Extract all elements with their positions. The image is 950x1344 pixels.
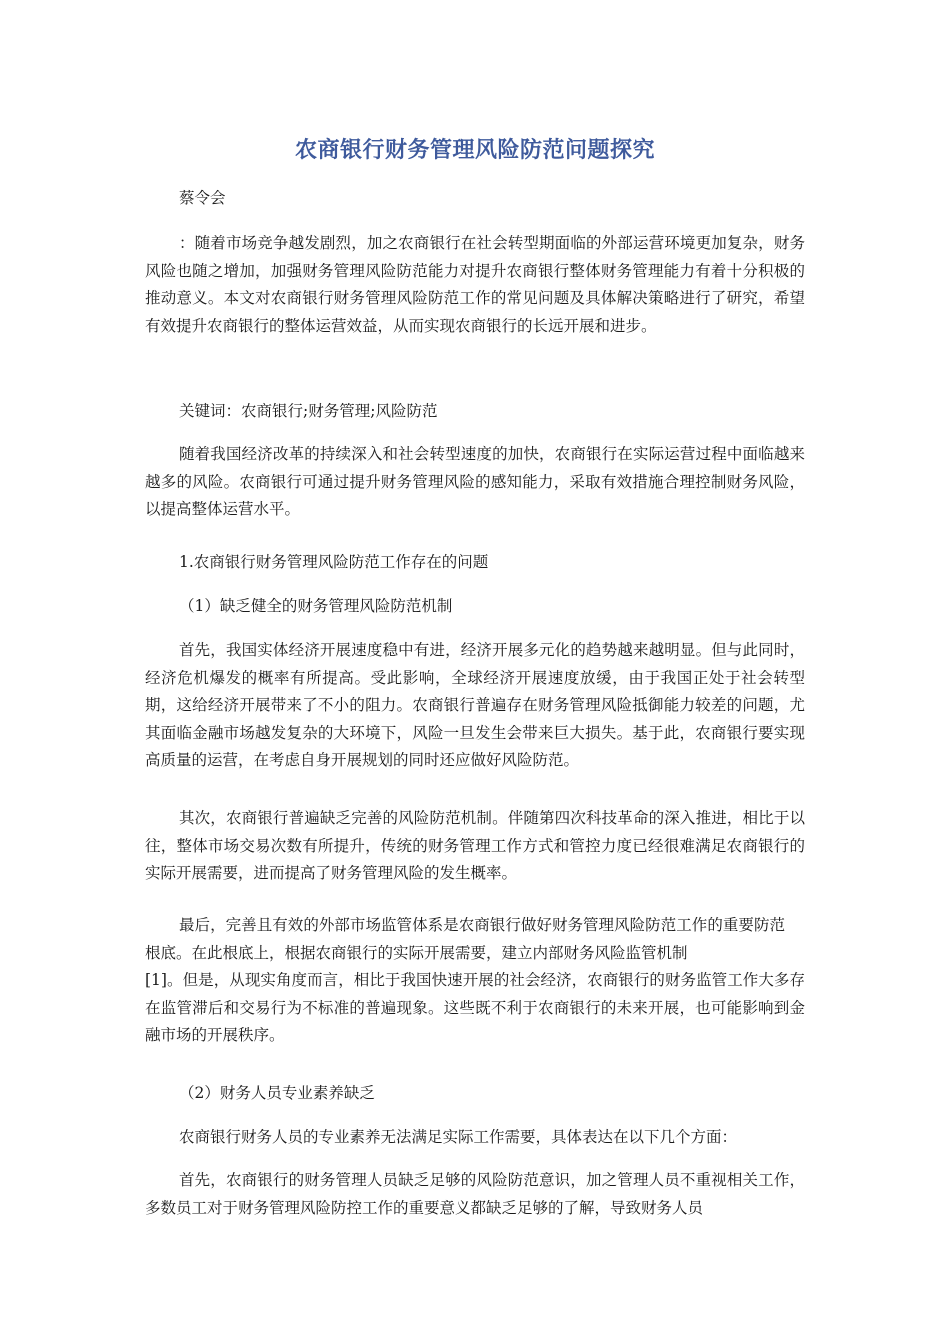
abstract-paragraph: ：随着市场竞争越发剧烈，加之农商银行在社会转型期面临的外部运营环境更加复杂，财务风险也随之增加，加强财务管理风险防范能力对提升农商银行整体财务管理能力有着十分积极的推动意义。本文对农商银行财务管理风险防范工作的常见问题及具体解决策略进行了研究，希望有效提升农商银行的整体运营效益，从而实现农商银行的长远开展和进步。: [145, 234, 805, 335]
subsection-2-heading: （2）财务人员专业素养缺乏: [179, 1084, 375, 1102]
subsection-2-paragraph-1: 首先，农商银行的财务管理人员缺乏足够的风险防范意识，加之管理人员不重视相关工作，多数员工对于财务管理风险防控工作的重要意义都缺乏足够的了解，导致财务人员: [145, 1171, 805, 1217]
document-title: 农商银行财务管理风险防范问题探究: [294, 138, 655, 163]
subsection-1-heading: （1）缺乏健全的财务管理风险防范机制: [179, 597, 453, 615]
section-1-heading: 1.农商银行财务管理风险防范工作存在的问题: [179, 553, 489, 571]
keywords-line: 关键词：农商银行;财务管理;风险防范: [179, 402, 438, 420]
subsection-1-paragraph-2: 其次，农商银行普遍缺乏完善的风险防范机制。伴随第四次科技革命的深入推进，相比于以往，整体市场交易次数有所提升，传统的财务管理工作方式和管控力度已经很难满足农商银行的实际开展需要，进而提高了财务管理风险的发生概率。: [145, 809, 805, 883]
subsection-1-paragraph-1: 首先，我国实体经济开展速度稳中有进，经济开展多元化的趋势越来越明显。但与此同时，经济危机爆发的概率有所提高。受此影响，全球经济开展速度放缓，由于我国正处于社会转型期，这给经济开展带来了不小的阻力。农商银行普遍存在财务管理风险抵御能力较差的问题，尤其面临金融市场越发复杂的大环境下，风险一旦发生会带来巨大损失。基于此，农商银行要实现高质量的运营，在考虑自身开展规划的同时还应做好风险防范。: [145, 641, 805, 770]
author-name: 蔡令会: [179, 189, 226, 207]
subsection-1-paragraph-3-cont: [1]。但是，从现实角度而言，相比于我国快速开展的社会经济，农商银行的财务监管工作大多存在监管滞后和交易行为不标准的普遍现象。这些既不利于农商银行的未来开展，也可能影响到金融市场的开展秩序。: [145, 971, 805, 1045]
subsection-1-paragraph-3: 最后，完善且有效的外部市场监管体系是农商银行做好财务管理风险防范工作的重要防范根底。在此根底上，根据农商银行的实际开展需要，建立内部财务风险监管机制: [145, 916, 785, 962]
subsection-2-intro: 农商银行财务人员的专业素养无法满足实际工作需要，具体表达在以下几个方面：: [179, 1128, 738, 1146]
intro-paragraph: 随着我国经济改革的持续深入和社会转型速度的加快，农商银行在实际运营过程中面临越来越多的风险。农商银行可通过提升财务管理风险的感知能力，采取有效措施合理控制财务风险，以提高整体运营水平。: [145, 445, 805, 519]
